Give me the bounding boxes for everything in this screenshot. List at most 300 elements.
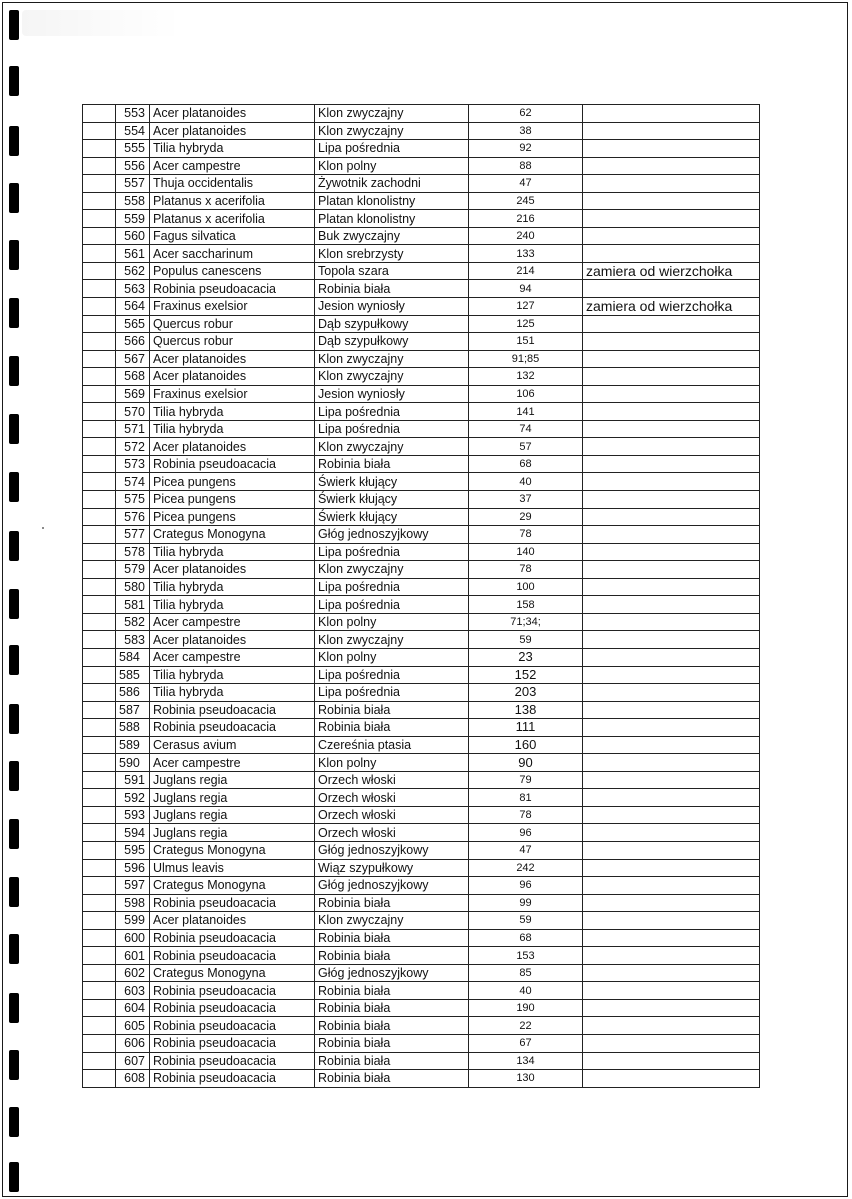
- row-blank-cell: [83, 701, 116, 719]
- trunk-value-cell: 68: [469, 929, 583, 947]
- row-blank-cell: [83, 333, 116, 351]
- trunk-value-cell: 47: [469, 175, 583, 193]
- latin-name-cell: Platanus x acerifolia: [150, 192, 315, 210]
- trunk-value-cell: 99: [469, 894, 583, 912]
- tree-number-cell: 606: [116, 1034, 150, 1052]
- trunk-value-cell: 22: [469, 1017, 583, 1035]
- binder-hole: [9, 1162, 19, 1192]
- tree-number-cell: 565: [116, 315, 150, 333]
- polish-name-cell: Lipa pośrednia: [315, 420, 469, 438]
- trunk-value-cell: 130: [469, 1070, 583, 1088]
- table-row: [83, 789, 760, 807]
- row-blank-cell: [83, 666, 116, 684]
- row-blank-cell: [83, 420, 116, 438]
- trunk-value-cell: 78: [469, 561, 583, 579]
- table-row: [83, 1052, 760, 1070]
- table-row: [83, 105, 760, 123]
- row-blank-cell: [83, 999, 116, 1017]
- trunk-value-cell: 78: [469, 806, 583, 824]
- latin-name-cell: Picea pungens: [150, 473, 315, 491]
- tree-number-cell: 577: [116, 526, 150, 544]
- trunk-value-cell: 47: [469, 841, 583, 859]
- trunk-value-cell: 23: [469, 648, 583, 666]
- row-blank-cell: [83, 368, 116, 386]
- note-cell: [583, 140, 760, 158]
- polish-name-cell: Robinia biała: [315, 701, 469, 719]
- polish-name-cell: Lipa pośrednia: [315, 578, 469, 596]
- note-cell: [583, 122, 760, 140]
- latin-name-cell: Quercus robur: [150, 333, 315, 351]
- table-row: [83, 666, 760, 684]
- tree-number-cell: 579: [116, 561, 150, 579]
- note-cell: [583, 894, 760, 912]
- trunk-value-cell: 59: [469, 631, 583, 649]
- note-cell: [583, 420, 760, 438]
- tree-number-cell: 607: [116, 1052, 150, 1070]
- note-cell: [583, 245, 760, 263]
- row-blank-cell: [83, 315, 116, 333]
- polish-name-cell: Orzech włoski: [315, 771, 469, 789]
- note-cell: [583, 613, 760, 631]
- table-row: [83, 613, 760, 631]
- row-blank-cell: [83, 982, 116, 1000]
- trunk-value-cell: 40: [469, 473, 583, 491]
- polish-name-cell: Lipa pośrednia: [315, 666, 469, 684]
- binder-hole: [9, 645, 19, 675]
- polish-name-cell: Głóg jednoszyjkowy: [315, 964, 469, 982]
- tree-number-cell: 589: [116, 736, 150, 754]
- scan-speck: [42, 527, 44, 529]
- latin-name-cell: Ulmus leavis: [150, 859, 315, 877]
- tree-number-cell: 568: [116, 368, 150, 386]
- row-blank-cell: [83, 473, 116, 491]
- note-cell: [583, 473, 760, 491]
- trunk-value-cell: 127: [469, 298, 583, 316]
- table-row: [83, 999, 760, 1017]
- latin-name-cell: Juglans regia: [150, 824, 315, 842]
- trunk-value-cell: 94: [469, 280, 583, 298]
- trunk-value-cell: 106: [469, 385, 583, 403]
- row-blank-cell: [83, 262, 116, 280]
- binder-hole: [9, 993, 19, 1023]
- table-row: [83, 912, 760, 930]
- polish-name-cell: Dąb szypułkowy: [315, 315, 469, 333]
- note-cell: [583, 227, 760, 245]
- latin-name-cell: Fraxinus exelsior: [150, 298, 315, 316]
- table-row: [83, 491, 760, 509]
- row-blank-cell: [83, 929, 116, 947]
- tree-number-cell: 575: [116, 491, 150, 509]
- polish-name-cell: Robinia biała: [315, 982, 469, 1000]
- note-cell: [583, 438, 760, 456]
- latin-name-cell: Robinia pseudoacacia: [150, 1070, 315, 1088]
- latin-name-cell: Robinia pseudoacacia: [150, 1034, 315, 1052]
- tree-number-cell: 586: [116, 684, 150, 702]
- row-blank-cell: [83, 596, 116, 614]
- table-row: [83, 631, 760, 649]
- polish-name-cell: Robinia biała: [315, 719, 469, 737]
- table-row: [83, 368, 760, 386]
- tree-number-cell: 558: [116, 192, 150, 210]
- polish-name-cell: Klon polny: [315, 157, 469, 175]
- tree-number-cell: 592: [116, 789, 150, 807]
- table-row: [83, 420, 760, 438]
- note-cell: [583, 561, 760, 579]
- binder-hole: [9, 298, 19, 328]
- row-blank-cell: [83, 122, 116, 140]
- latin-name-cell: Tilia hybryda: [150, 420, 315, 438]
- row-blank-cell: [83, 227, 116, 245]
- row-blank-cell: [83, 736, 116, 754]
- latin-name-cell: Acer platanoides: [150, 122, 315, 140]
- table-row: [83, 333, 760, 351]
- note-cell: [583, 403, 760, 421]
- trunk-value-cell: 59: [469, 912, 583, 930]
- polish-name-cell: Lipa pośrednia: [315, 543, 469, 561]
- tree-number-cell: 562: [116, 262, 150, 280]
- row-blank-cell: [83, 1070, 116, 1088]
- binder-hole: [9, 1050, 19, 1080]
- note-cell: [583, 929, 760, 947]
- trunk-value-cell: 134: [469, 1052, 583, 1070]
- latin-name-cell: Tilia hybryda: [150, 666, 315, 684]
- polish-name-cell: Robinia biała: [315, 894, 469, 912]
- tree-number-cell: 559: [116, 210, 150, 228]
- tree-number-cell: 563: [116, 280, 150, 298]
- table-row: [83, 245, 760, 263]
- tree-number-cell: 554: [116, 122, 150, 140]
- trunk-value-cell: 29: [469, 508, 583, 526]
- scan-smudge: [22, 10, 182, 36]
- note-cell: [583, 210, 760, 228]
- note-cell: [583, 280, 760, 298]
- note-cell: [583, 964, 760, 982]
- tree-number-cell: 569: [116, 385, 150, 403]
- polish-name-cell: Jesion wyniosły: [315, 298, 469, 316]
- latin-name-cell: Robinia pseudoacacia: [150, 929, 315, 947]
- note-cell: [583, 719, 760, 737]
- latin-name-cell: Acer platanoides: [150, 368, 315, 386]
- table-row: [83, 192, 760, 210]
- trunk-value-cell: 40: [469, 982, 583, 1000]
- note-cell: [583, 859, 760, 877]
- tree-number-cell: 591: [116, 771, 150, 789]
- tree-number-cell: 602: [116, 964, 150, 982]
- table-row: [83, 175, 760, 193]
- latin-name-cell: Robinia pseudoacacia: [150, 982, 315, 1000]
- table-row: [83, 877, 760, 895]
- row-blank-cell: [83, 824, 116, 842]
- binder-hole: [9, 126, 19, 156]
- polish-name-cell: Topola szara: [315, 262, 469, 280]
- trunk-value-cell: 190: [469, 999, 583, 1017]
- latin-name-cell: Tilia hybryda: [150, 596, 315, 614]
- trunk-value-cell: 240: [469, 227, 583, 245]
- polish-name-cell: Dąb szypułkowy: [315, 333, 469, 351]
- note-cell: [583, 666, 760, 684]
- table-row: [83, 684, 760, 702]
- polish-name-cell: Klon zwyczajny: [315, 438, 469, 456]
- row-blank-cell: [83, 526, 116, 544]
- polish-name-cell: Robinia biała: [315, 1052, 469, 1070]
- row-blank-cell: [83, 806, 116, 824]
- tree-number-cell: 581: [116, 596, 150, 614]
- row-blank-cell: [83, 631, 116, 649]
- tree-number-cell: 566: [116, 333, 150, 351]
- trunk-value-cell: 78: [469, 526, 583, 544]
- trunk-value-cell: 91;85: [469, 350, 583, 368]
- note-cell: [583, 982, 760, 1000]
- row-blank-cell: [83, 947, 116, 965]
- row-blank-cell: [83, 684, 116, 702]
- row-blank-cell: [83, 789, 116, 807]
- polish-name-cell: Głóg jednoszyjkowy: [315, 841, 469, 859]
- trunk-value-cell: 96: [469, 824, 583, 842]
- note-cell: [583, 999, 760, 1017]
- latin-name-cell: Robinia pseudoacacia: [150, 894, 315, 912]
- table-row: [83, 508, 760, 526]
- trunk-value-cell: 74: [469, 420, 583, 438]
- trunk-value-cell: 160: [469, 736, 583, 754]
- trunk-value-cell: 214: [469, 262, 583, 280]
- table-row: [83, 701, 760, 719]
- binder-hole: [9, 10, 19, 40]
- binder-hole: [9, 183, 19, 213]
- note-cell: [583, 1070, 760, 1088]
- latin-name-cell: Juglans regia: [150, 806, 315, 824]
- trunk-value-cell: 125: [469, 315, 583, 333]
- row-blank-cell: [83, 385, 116, 403]
- binder-hole: [9, 761, 19, 791]
- trunk-value-cell: 203: [469, 684, 583, 702]
- note-cell: [583, 701, 760, 719]
- polish-name-cell: Buk zwyczajny: [315, 227, 469, 245]
- note-cell: [583, 912, 760, 930]
- table-row: [83, 262, 760, 280]
- binder-hole: [9, 472, 19, 502]
- table-row: [83, 736, 760, 754]
- polish-name-cell: Świerk kłujący: [315, 491, 469, 509]
- latin-name-cell: Acer saccharinum: [150, 245, 315, 263]
- polish-name-cell: Jesion wyniosły: [315, 385, 469, 403]
- polish-name-cell: Wiąz szypułkowy: [315, 859, 469, 877]
- table-row: [83, 561, 760, 579]
- polish-name-cell: Robinia biała: [315, 1017, 469, 1035]
- polish-name-cell: Robinia biała: [315, 929, 469, 947]
- row-blank-cell: [83, 403, 116, 421]
- table-row: [83, 526, 760, 544]
- row-blank-cell: [83, 491, 116, 509]
- table-row: [83, 806, 760, 824]
- latin-name-cell: Robinia pseudoacacia: [150, 1052, 315, 1070]
- latin-name-cell: Crategus Monogyna: [150, 964, 315, 982]
- trunk-value-cell: 68: [469, 455, 583, 473]
- note-cell: zamiera od wierzchołka: [583, 262, 760, 280]
- tree-number-cell: 574: [116, 473, 150, 491]
- tree-number-cell: 560: [116, 227, 150, 245]
- trunk-value-cell: 92: [469, 140, 583, 158]
- polish-name-cell: Żywotnik zachodni: [315, 175, 469, 193]
- table-row: [83, 596, 760, 614]
- row-blank-cell: [83, 105, 116, 123]
- table-row: [83, 648, 760, 666]
- polish-name-cell: Orzech włoski: [315, 789, 469, 807]
- tree-number-cell: 584: [116, 648, 150, 666]
- table-row: [83, 754, 760, 772]
- note-cell: [583, 824, 760, 842]
- note-cell: [583, 1034, 760, 1052]
- table-row: [83, 1017, 760, 1035]
- row-blank-cell: [83, 140, 116, 158]
- trunk-value-cell: 152: [469, 666, 583, 684]
- note-cell: [583, 368, 760, 386]
- latin-name-cell: Acer platanoides: [150, 350, 315, 368]
- table-row: [83, 157, 760, 175]
- trunk-value-cell: 96: [469, 877, 583, 895]
- table-row: [83, 455, 760, 473]
- note-cell: [583, 105, 760, 123]
- note-cell: [583, 771, 760, 789]
- latin-name-cell: Robinia pseudoacacia: [150, 719, 315, 737]
- row-blank-cell: [83, 157, 116, 175]
- latin-name-cell: Robinia pseudoacacia: [150, 455, 315, 473]
- trunk-value-cell: 138: [469, 701, 583, 719]
- polish-name-cell: Robinia biała: [315, 1034, 469, 1052]
- latin-name-cell: Robinia pseudoacacia: [150, 1017, 315, 1035]
- binder-hole: [9, 66, 19, 96]
- latin-name-cell: Acer platanoides: [150, 438, 315, 456]
- latin-name-cell: Tilia hybryda: [150, 543, 315, 561]
- table-row: [83, 929, 760, 947]
- latin-name-cell: Picea pungens: [150, 491, 315, 509]
- latin-name-cell: Acer campestre: [150, 613, 315, 631]
- polish-name-cell: Klon polny: [315, 648, 469, 666]
- trunk-value-cell: 67: [469, 1034, 583, 1052]
- note-cell: [583, 789, 760, 807]
- latin-name-cell: Juglans regia: [150, 789, 315, 807]
- polish-name-cell: Lipa pośrednia: [315, 403, 469, 421]
- row-blank-cell: [83, 1017, 116, 1035]
- tree-number-cell: 588: [116, 719, 150, 737]
- note-cell: [583, 350, 760, 368]
- latin-name-cell: Fagus silvatica: [150, 227, 315, 245]
- row-blank-cell: [83, 245, 116, 263]
- row-blank-cell: [83, 964, 116, 982]
- table-row: [83, 227, 760, 245]
- tree-number-cell: 601: [116, 947, 150, 965]
- latin-name-cell: Acer platanoides: [150, 912, 315, 930]
- tree-number-cell: 595: [116, 841, 150, 859]
- note-cell: [583, 508, 760, 526]
- trunk-value-cell: 62: [469, 105, 583, 123]
- binder-hole: [9, 531, 19, 561]
- table-body: [83, 105, 760, 1088]
- tree-number-cell: 596: [116, 859, 150, 877]
- polish-name-cell: Klon zwyczajny: [315, 105, 469, 123]
- binder-hole: [9, 589, 19, 619]
- tree-number-cell: 576: [116, 508, 150, 526]
- latin-name-cell: Tilia hybryda: [150, 403, 315, 421]
- binder-hole: [9, 356, 19, 386]
- polish-name-cell: Orzech włoski: [315, 806, 469, 824]
- latin-name-cell: Acer campestre: [150, 157, 315, 175]
- tree-number-cell: 561: [116, 245, 150, 263]
- binder-hole: [9, 414, 19, 444]
- note-cell: [583, 947, 760, 965]
- tree-number-cell: 571: [116, 420, 150, 438]
- trunk-value-cell: 88: [469, 157, 583, 175]
- trunk-value-cell: 81: [469, 789, 583, 807]
- row-blank-cell: [83, 543, 116, 561]
- note-cell: [583, 736, 760, 754]
- row-blank-cell: [83, 192, 116, 210]
- polish-name-cell: Orzech włoski: [315, 824, 469, 842]
- tree-number-cell: 590: [116, 754, 150, 772]
- table-row: [83, 385, 760, 403]
- polish-name-cell: Głóg jednoszyjkowy: [315, 877, 469, 895]
- trunk-value-cell: 216: [469, 210, 583, 228]
- row-blank-cell: [83, 613, 116, 631]
- tree-number-cell: 599: [116, 912, 150, 930]
- trunk-value-cell: 141: [469, 403, 583, 421]
- binder-hole: [9, 704, 19, 734]
- table-row: [83, 859, 760, 877]
- tree-number-cell: 582: [116, 613, 150, 631]
- row-blank-cell: [83, 578, 116, 596]
- note-cell: [583, 648, 760, 666]
- table-row: [83, 1034, 760, 1052]
- table-row: [83, 964, 760, 982]
- polish-name-cell: Klon polny: [315, 613, 469, 631]
- trunk-value-cell: 90: [469, 754, 583, 772]
- note-cell: zamiera od wierzchołka: [583, 298, 760, 316]
- row-blank-cell: [83, 438, 116, 456]
- latin-name-cell: Quercus robur: [150, 315, 315, 333]
- tree-number-cell: 583: [116, 631, 150, 649]
- binder-hole: [9, 1107, 19, 1137]
- table-row: [83, 298, 760, 316]
- latin-name-cell: Acer campestre: [150, 754, 315, 772]
- polish-name-cell: Klon zwyczajny: [315, 631, 469, 649]
- trunk-value-cell: 38: [469, 122, 583, 140]
- latin-name-cell: Populus canescens: [150, 262, 315, 280]
- tree-number-cell: 593: [116, 806, 150, 824]
- polish-name-cell: Klon zwyczajny: [315, 561, 469, 579]
- trunk-value-cell: 158: [469, 596, 583, 614]
- latin-name-cell: Acer campestre: [150, 648, 315, 666]
- table-row: [83, 210, 760, 228]
- note-cell: [583, 526, 760, 544]
- latin-name-cell: Tilia hybryda: [150, 684, 315, 702]
- trunk-value-cell: 151: [469, 333, 583, 351]
- polish-name-cell: Czereśnia ptasia: [315, 736, 469, 754]
- note-cell: [583, 596, 760, 614]
- polish-name-cell: Głóg jednoszyjkowy: [315, 526, 469, 544]
- trunk-value-cell: 245: [469, 192, 583, 210]
- note-cell: [583, 684, 760, 702]
- trunk-value-cell: 153: [469, 947, 583, 965]
- polish-name-cell: Lipa pośrednia: [315, 140, 469, 158]
- latin-name-cell: Acer platanoides: [150, 105, 315, 123]
- table-row: [83, 543, 760, 561]
- row-blank-cell: [83, 894, 116, 912]
- row-blank-cell: [83, 175, 116, 193]
- latin-name-cell: Picea pungens: [150, 508, 315, 526]
- trunk-value-cell: 71;34;: [469, 613, 583, 631]
- polish-name-cell: Świerk kłujący: [315, 473, 469, 491]
- latin-name-cell: Robinia pseudoacacia: [150, 280, 315, 298]
- row-blank-cell: [83, 754, 116, 772]
